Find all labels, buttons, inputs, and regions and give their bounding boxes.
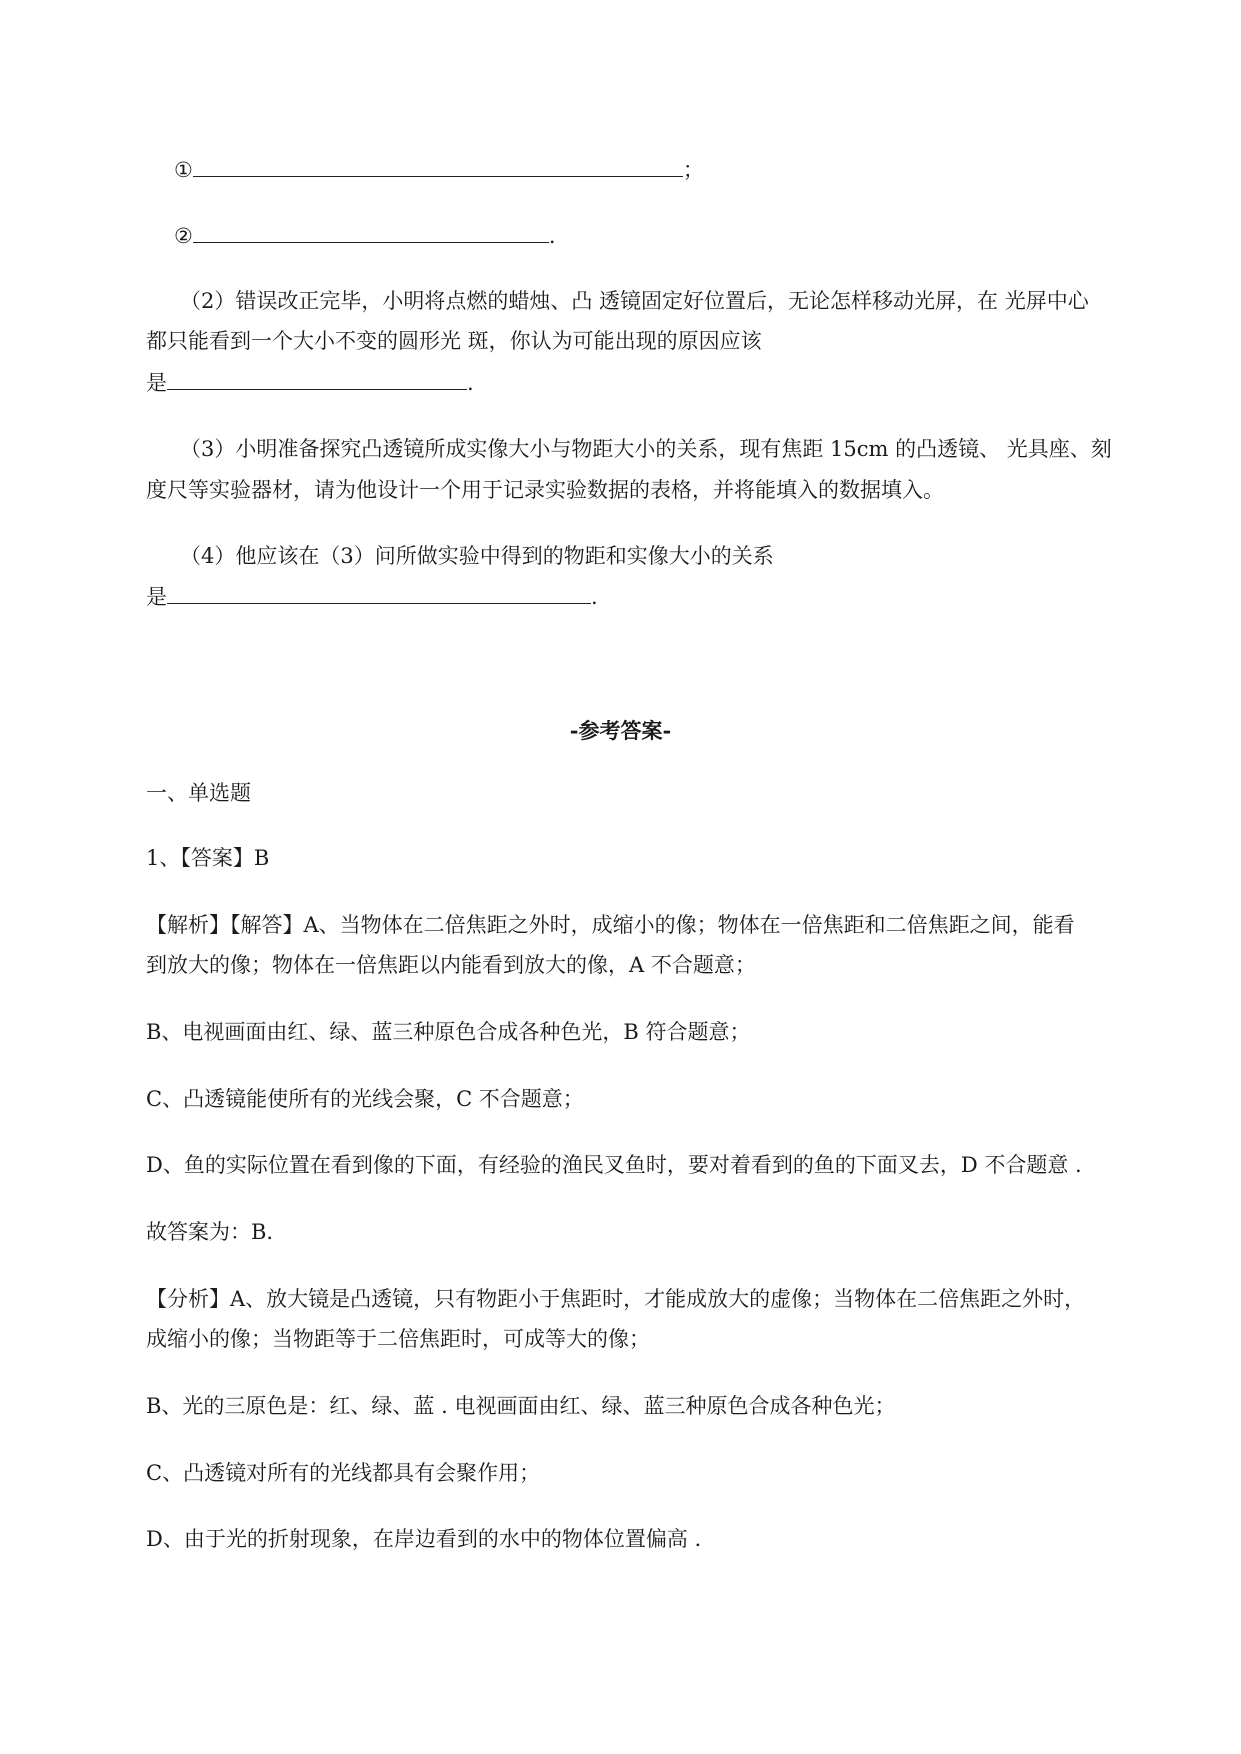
answer-blank-2[interactable] [193, 222, 549, 243]
reference-answer-heading: -参考答案- [569, 718, 672, 743]
question-3-line-1: （3）小明准备探究凸透镜所成实像大小与物距大小的关系，现有焦距 15cm 的凸透镜、 光具座、刻 [180, 437, 1112, 461]
answer-blank-q4[interactable] [167, 583, 591, 604]
circled-one-marker: ① [174, 158, 193, 182]
question-4-end: . [591, 585, 598, 609]
explanation-c: C、凸透镜对所有的光线都具有会聚作用； [146, 1461, 541, 1485]
final-answer: 故答案为：B. [146, 1220, 274, 1244]
explanation-line-2: 成缩小的像；当物距等于二倍焦距时，可成等大的像； [146, 1327, 650, 1351]
question-4-line-1: （4）他应该在（3）问所做实验中得到的物距和实像大小的关系 [180, 544, 774, 568]
answer-line-2-end: . [548, 224, 556, 248]
explanation-d: D、由于光的折射现象，在岸边看到的水中的物体位置偏高 . [146, 1527, 702, 1551]
answer-line-1-end: ； [682, 158, 704, 182]
answer-1: 1、【答案】B [146, 846, 270, 870]
section-heading: 一、单选题 [146, 781, 251, 805]
answer-line-2 [174, 222, 556, 249]
circled-two-marker: ② [174, 224, 193, 248]
question-2-prefix: 是 [146, 371, 167, 395]
analysis-d: D、鱼的实际位置在看到像的下面，有经验的渔民叉鱼时，要对着看到的鱼的下面叉去，D 不合题意 . [146, 1153, 1082, 1177]
question-4-line-2 [146, 583, 598, 610]
answer-blank-1[interactable] [193, 156, 683, 177]
explanation-b: B、光的三原色是：红、绿、蓝 . 电视画面由红、绿、蓝三种原色合成各种色光； [146, 1394, 896, 1418]
answer-blank-q2[interactable] [167, 369, 467, 390]
question-4-prefix: 是 [146, 585, 167, 609]
question-2-end: . [467, 371, 474, 395]
analysis-line-2: 到放大的像；物体在一倍焦距以内能看到放大的像，A 不合题意； [146, 953, 756, 977]
answer-line-1 [174, 156, 704, 183]
explanation-line-1: 【分析】A、放大镜是凸透镜，只有物距小于焦距时，才能成放大的虚像；当物体在二倍焦距之外时， [146, 1287, 1086, 1311]
question-2-line-2: 都只能看到一个大小不变的圆形光 斑，你认为可能出现的原因应该 [146, 329, 762, 353]
question-3-line-2: 度尺等实验器材，请为他设计一个用于记录实验数据的表格，并将能填入的数据填入。 [146, 478, 944, 502]
analysis-line-1: 【解析】【解答】A、当物体在二倍焦距之外时，成缩小的像；物体在一倍焦距和二倍焦距之间，能看 [146, 913, 1075, 937]
question-2-line-1: （2）错误改正完毕，小明将点燃的蜡烛、凸 透镜固定好位置后，无论怎样移动光屏，在 光屏中心 [180, 289, 1089, 313]
analysis-c: C、凸透镜能使所有的光线会聚，C 不合题意； [146, 1087, 584, 1111]
analysis-b: B、电视画面由红、绿、蓝三种原色合成各种色光，B 符合题意； [146, 1020, 751, 1044]
question-2-line-3 [146, 369, 474, 396]
